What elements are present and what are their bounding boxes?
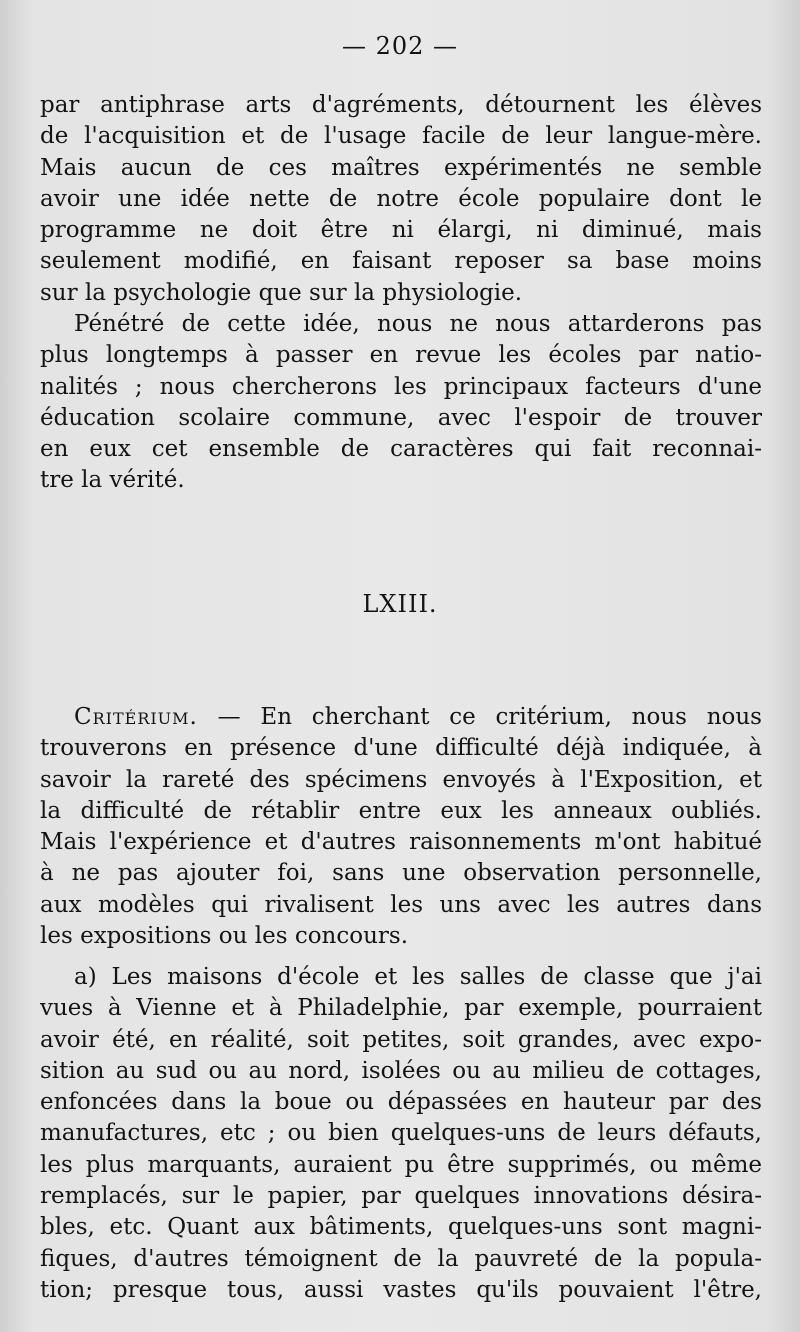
text-line: Mais aucun de ces maîtres expérimentés ne semble — [40, 154, 762, 181]
text-line: vues à Vienne et à Philadelphie, par exemple, pourraient — [40, 995, 762, 1022]
text-line: sition au sud ou au nord, isolées ou au milieu de cottages, — [40, 1057, 762, 1084]
text-line: nalités ; nous chercherons les principaux facteurs d'une — [40, 373, 762, 400]
text-line: bles, etc. Quant aux bâtiments, quelques-uns sont magni- — [40, 1214, 762, 1241]
text-line: Pénétré de cette idée, nous ne nous attarderons pas — [74, 311, 762, 337]
text-line: la difficulté de rétablir entre eux les anneaux oubliés. — [40, 797, 762, 824]
paragraph-1 — [40, 90, 762, 309]
paragraph-3 — [40, 702, 762, 952]
text-line: Mais l'expérience et d'autres raisonnements m'ont habitué — [40, 829, 762, 856]
text-line: programme ne doit être ni élargi, ni diminué, mais — [40, 217, 762, 244]
text-line: en eux cet ensemble de caractères qui fait reconnai- — [40, 436, 762, 463]
text-line: fiques, d'autres témoignent de la pauvreté de la popula- — [40, 1245, 762, 1272]
text-line: aux modèles qui rivalisent les uns avec les autres dans — [40, 891, 762, 918]
text-line: sur la psychologie que sur la physiologie. — [40, 279, 523, 306]
text-line: avoir une idée nette de notre école populaire dont le — [40, 185, 762, 212]
text-line: seulement modifié, en faisant reposer sa base moins — [40, 248, 762, 275]
text-line-rest: — En cherchant ce critérium, nous nous — [197, 704, 762, 730]
text-line: tion; presque tous, aussi vastes qu'ils pouvaient l'être, — [40, 1276, 762, 1303]
text-line: avoir été, en réalité, soit petites, soit grandes, avec expo- — [40, 1026, 762, 1053]
text-line: plus longtemps à passer en revue les écoles par natio- — [40, 342, 762, 369]
paragraph-2 — [40, 309, 762, 497]
section-heading: LXIII. — [362, 590, 438, 618]
text-line: à ne pas ajouter foi, sans une observation personnelle, — [40, 860, 762, 887]
text-line: trouverons en présence d'une difficulté déjà indiquée, à — [40, 735, 762, 762]
text-line: remplacés, sur le papier, par quelques innovations désira- — [40, 1183, 762, 1210]
text-line: par antiphrase arts d'agréments, détournent les élèves — [40, 92, 762, 118]
text-line: les plus marquants, auraient pu être supprimés, ou même — [40, 1151, 762, 1178]
text-line: tre la vérité. — [40, 467, 185, 494]
text-line: éducation scolaire commune, avec l'espoir de trouver — [40, 404, 762, 431]
text-line: enfoncées dans la boue ou dépassées en hauteur par des — [40, 1089, 762, 1116]
text-line — [40, 702, 762, 733]
text-line: les expositions ou les concours. — [40, 923, 409, 950]
text-line: savoir la rareté des spécimens envoyés à l'Exposition, et — [40, 766, 762, 793]
text-line: de l'acquisition et de l'usage facile de leur langue-mère. — [40, 123, 762, 150]
text-line: a) Les maisons d'école et les salles de classe que j'ai — [74, 964, 762, 990]
paragraph-4 — [40, 962, 762, 1306]
text-line: manufactures, etc ; ou bien quelques-uns de leurs défauts, — [40, 1120, 762, 1147]
paragraph-lead: Critérium. — [74, 704, 198, 730]
page-number: — 202 — — [341, 32, 459, 60]
